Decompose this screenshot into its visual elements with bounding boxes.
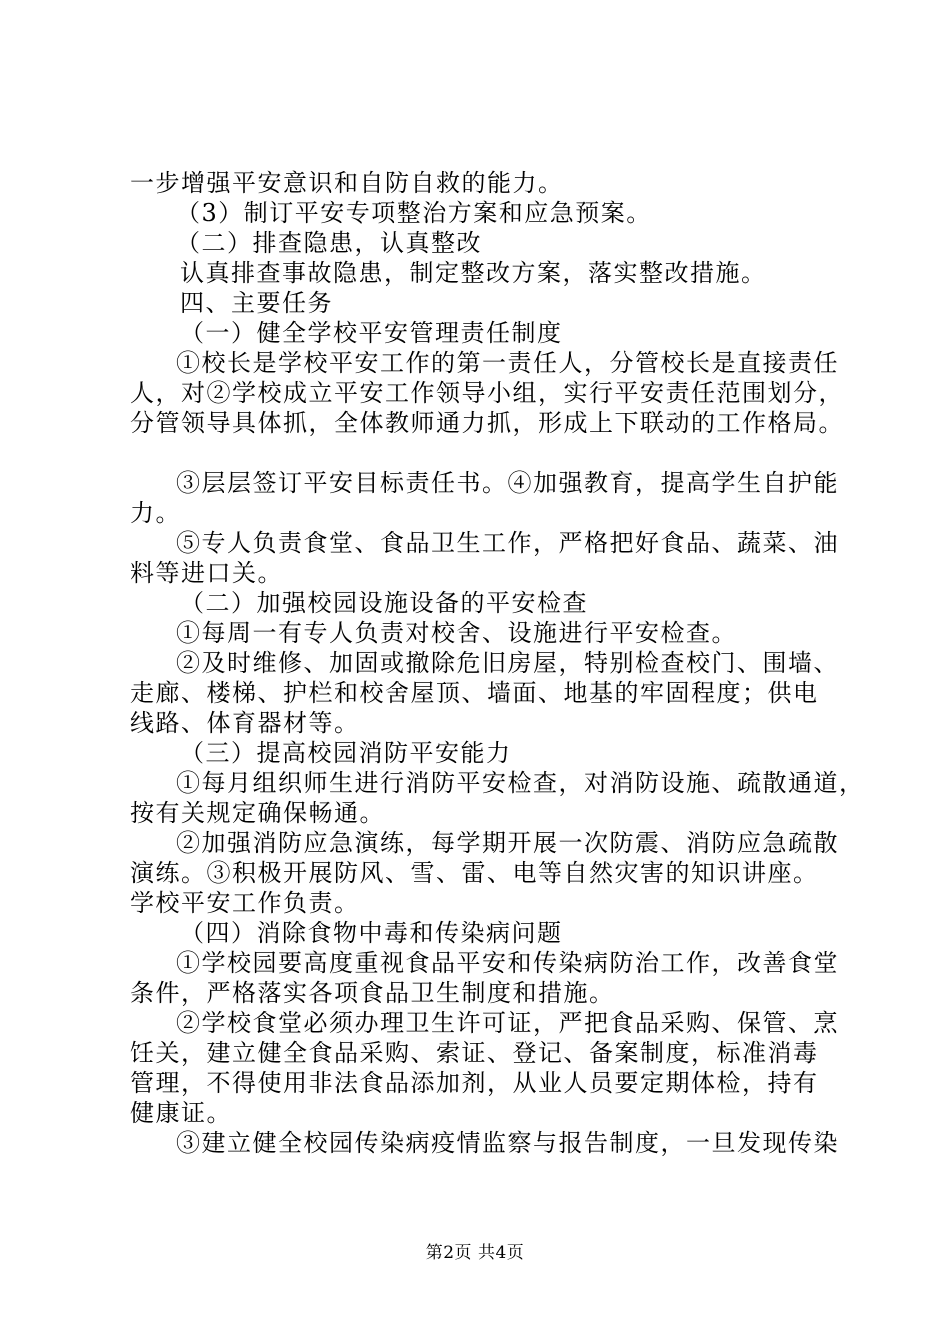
text-line: 线路、体育器材等。 [130,709,360,737]
page-number-footer: 第2页 共4页 [425,1243,525,1263]
section-heading: （三）提高校园消防平安能力 [180,739,512,767]
text-line: ①校长是学校平安工作的第一责任人，分管校长是直接责任 [176,349,839,377]
text-line: 演练。③积极开展防风、雪、雷、电等自然灾害的知识讲座。 [130,859,819,887]
text-line: 健康证。 [130,1099,232,1127]
text-line: ②及时维修、加固或撤除危旧房屋，特别检查校门、围墙、 [176,649,839,677]
text-line: ⑤专人负责食堂、食品卫生工作，严格把好食品、蔬菜、油 [176,529,839,557]
text-line: ①学校园要高度重视食品平安和传染病防治工作，改善食堂 [176,949,839,977]
section-heading: （四）消除食物中毒和传染病问题 [180,919,563,947]
text-line: 人，对②学校成立平安工作领导小组，实行平安责任范围划分， [130,379,844,407]
text-line: ③层层签订平安目标责任书。④加强教育，提高学生自护能 [176,469,839,497]
section-heading: （二）加强校园设施设备的平安检查 [180,589,588,617]
document-body [130,168,865,1158]
text-line: 按有关规定确保畅通。 [130,799,385,827]
section-heading: （一）健全学校平安管理责任制度 [180,319,563,347]
text-line: ③建立健全校园传染病疫情监察与报告制度，一旦发现传染 [176,1129,839,1157]
text-line: 走廊、楼梯、护栏和校舍屋顶、墙面、地基的牢固程度；供电 [130,679,819,707]
text-line: ①每月组织师生进行消防平安检查，对消防设施、疏散通道， [176,769,865,797]
text-line: 学校平安工作负责。 [130,889,360,917]
text-line: 饪关，建立健全食品采购、索证、登记、备案制度，标准消毒 [130,1039,819,1067]
text-line: 管理，不得使用非法食品添加剂，从业人员要定期体检，持有 [130,1069,819,1097]
section-heading: 四、主要任务 [180,289,333,317]
blank-line [130,438,840,468]
text-line: 条件，严格落实各项食品卫生制度和措施。 [130,979,615,1007]
text-line: （3）制订平安专项整治方案和应急预案。 [176,199,652,227]
text-line: 分管领导具体抓，全体教师通力抓，形成上下联动的工作格局。 [130,409,844,437]
text-line: 一步增强平安意识和自防自救的能力。 [130,169,564,197]
text-line: ②学校食堂必须办理卫生许可证，严把食品采购、保管、烹 [176,1009,839,1037]
section-heading: （二）排查隐患，认真整改 [176,229,482,257]
text-line: 认真排查事故隐患，制定整改方案，落实整改措施。 [180,259,767,287]
text-line: 料等进口关。 [130,559,283,587]
text-line: 力。 [130,499,181,527]
text-line: ②加强消防应急演练，每学期开展一次防震、消防应急疏散 [176,829,839,857]
text-line: ①每周一有专人负责对校舍、设施进行平安检查。 [176,619,737,647]
